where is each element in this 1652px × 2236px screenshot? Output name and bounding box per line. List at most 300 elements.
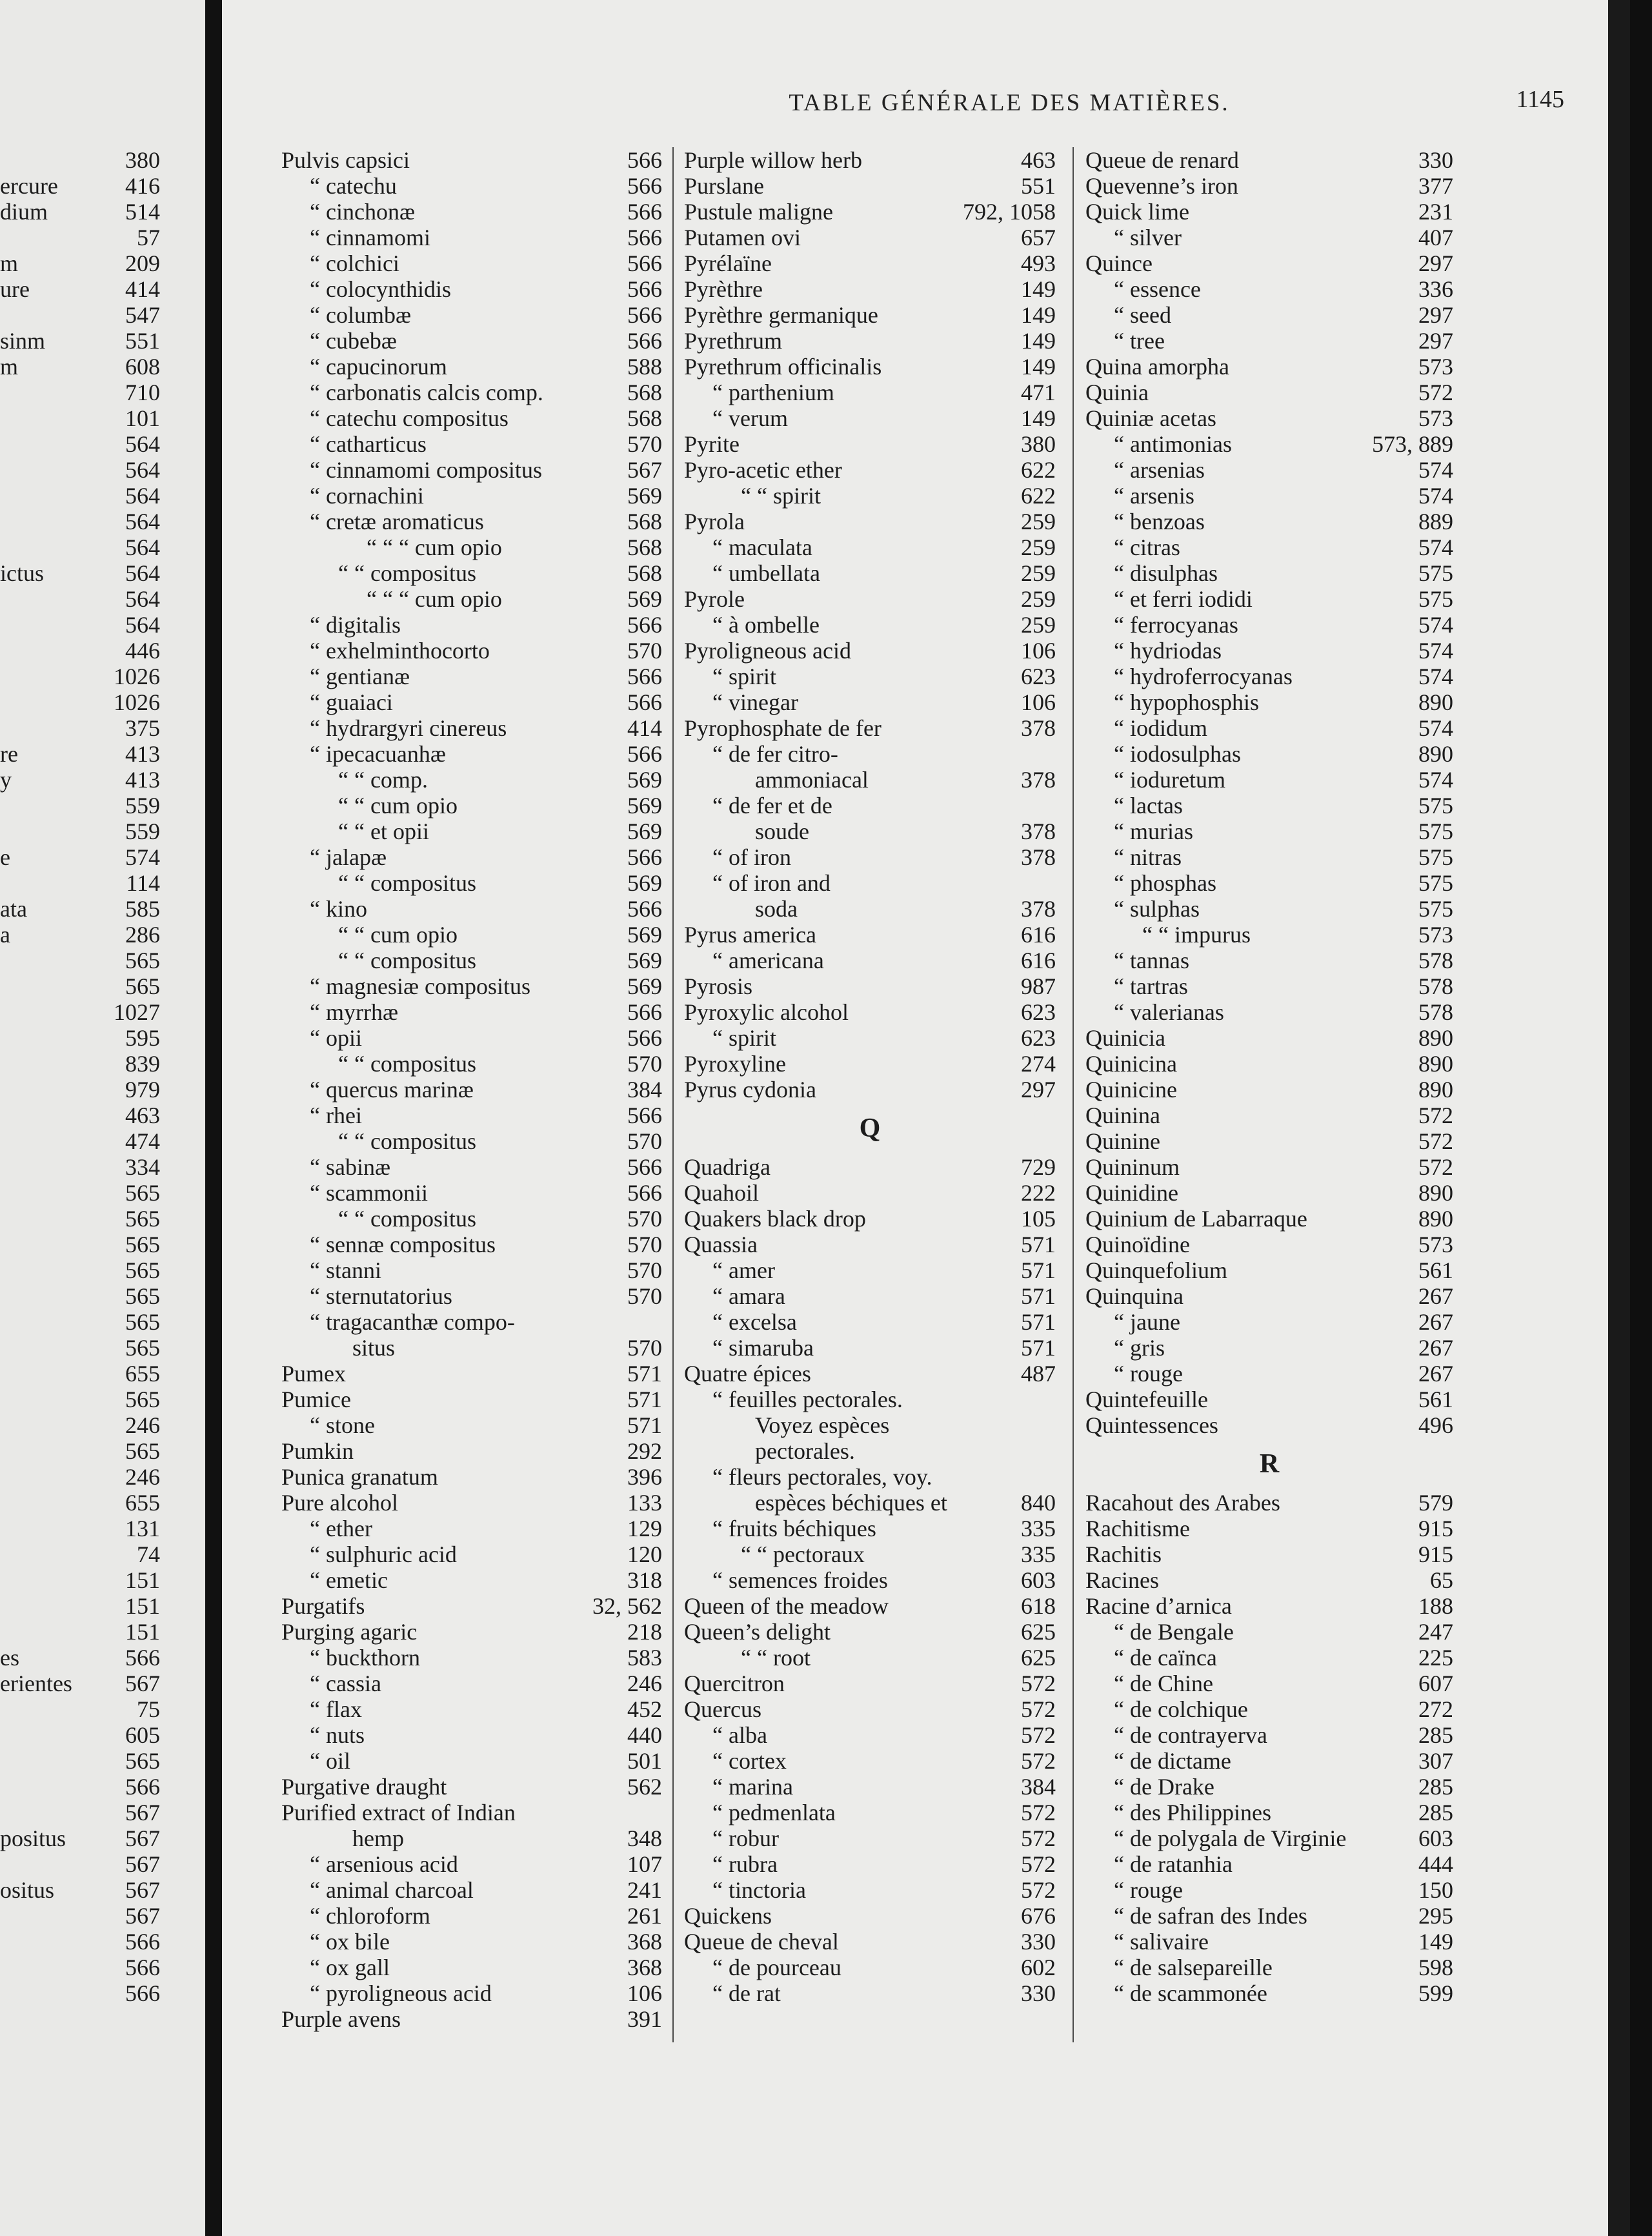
- index-entry: [684, 1929, 1056, 1955]
- left-index-row: [0, 1206, 160, 1232]
- entry-page-ref: 295: [1418, 1903, 1453, 1929]
- index-entry: [684, 844, 1056, 870]
- left-index-row: [0, 225, 160, 250]
- index-entry: [684, 1851, 1056, 1877]
- entry-term: Pyroxyline: [684, 1051, 786, 1077]
- index-entry: [281, 948, 662, 973]
- entry-page-ref: 890: [1418, 689, 1453, 715]
- entry-page-ref: 574: [1418, 664, 1453, 689]
- entry-page-ref: 129: [627, 1516, 662, 1541]
- index-entry: [1085, 973, 1453, 999]
- entry-page-ref: 571: [627, 1412, 662, 1438]
- entry-term: “ sennæ compositus: [310, 1232, 496, 1257]
- entry-page-ref: 561: [1418, 1257, 1453, 1283]
- entry-page-ref: 603: [1418, 1825, 1453, 1851]
- left-index-row: [0, 380, 160, 405]
- index-entry: [281, 612, 662, 638]
- entry-term: Pyrélaïne: [684, 250, 772, 276]
- left-entry-page: 565: [125, 1283, 160, 1309]
- index-entry: [684, 715, 1056, 741]
- index-entry: [684, 1800, 1056, 1825]
- entry-term: “ “ root: [741, 1645, 811, 1671]
- left-index-row: [0, 896, 160, 922]
- entry-term: “ de rat: [712, 1980, 781, 2006]
- entry-page-ref: 575: [1418, 560, 1453, 586]
- index-entry: [684, 1206, 1056, 1232]
- entry-page-ref: 267: [1418, 1309, 1453, 1335]
- index-entry: [1085, 1800, 1453, 1825]
- entry-term: “ stanni: [310, 1257, 381, 1283]
- left-page-fragment: [0, 0, 205, 2236]
- entry-term: Pyroxylic alcohol: [684, 999, 849, 1025]
- index-entry: [281, 1671, 662, 1696]
- left-entry-page: 565: [125, 1748, 160, 1774]
- left-index-row: [0, 870, 160, 896]
- entry-term: Pyrethrum: [684, 328, 782, 354]
- left-entry-fragment: sinm: [0, 328, 46, 354]
- entry-page-ref: 572: [1021, 1722, 1056, 1748]
- entry-term: Quinicine: [1085, 1077, 1177, 1103]
- entry-page-ref: 915: [1418, 1516, 1453, 1541]
- left-entry-page: 567: [125, 1851, 160, 1877]
- entry-term: “ “ compositus: [338, 1051, 476, 1077]
- index-entry: [281, 225, 662, 250]
- index-entry: [684, 1593, 1056, 1619]
- entry-page-ref: 566: [627, 276, 662, 302]
- entry-page-ref: 568: [627, 509, 662, 534]
- index-entry: [684, 1387, 1056, 1412]
- left-index-row: [0, 1800, 160, 1825]
- left-entry-page: 413: [125, 767, 160, 793]
- left-index-row: [0, 1593, 160, 1619]
- left-index-row: [0, 1412, 160, 1438]
- index-entry: [1085, 1103, 1453, 1128]
- index-entry: [684, 1903, 1056, 1929]
- entry-term: Quince: [1085, 250, 1153, 276]
- entry-term: Quercitron: [684, 1671, 785, 1696]
- index-entry: [1085, 1748, 1453, 1774]
- entry-page-ref: 570: [627, 1283, 662, 1309]
- entry-term: “ de Drake: [1114, 1774, 1214, 1800]
- index-entry: [281, 1593, 662, 1619]
- index-entry: [281, 1877, 662, 1903]
- entry-page-ref: 616: [1021, 948, 1056, 973]
- index-entry: [281, 973, 662, 999]
- index-entry: [1085, 999, 1453, 1025]
- entry-term: “ jalapæ: [310, 844, 387, 870]
- entry-page-ref: 569: [627, 948, 662, 973]
- entry-term: “ simaruba: [712, 1335, 814, 1361]
- entry-page-ref: 657: [1021, 225, 1056, 250]
- entry-page-ref: 566: [627, 173, 662, 199]
- entry-page-ref: 149: [1021, 354, 1056, 380]
- entry-page-ref: 573, 889: [1372, 431, 1453, 457]
- entry-term: Pyrite: [684, 431, 740, 457]
- entry-page-ref: 384: [1021, 1774, 1056, 1800]
- index-entry: [684, 457, 1056, 483]
- entry-term: Purified extract of Indian: [281, 1800, 516, 1825]
- entry-page-ref: 569: [627, 973, 662, 999]
- entry-page-ref: 890: [1418, 1180, 1453, 1206]
- index-entry: [281, 689, 662, 715]
- left-index-row: [0, 199, 160, 225]
- entry-term: “ myrrhæ: [310, 999, 398, 1025]
- entry-term: “ magnesiæ compositus: [310, 973, 530, 999]
- entry-page-ref: 570: [627, 638, 662, 664]
- entry-term: Quinquefolium: [1085, 1257, 1227, 1283]
- index-entry: [1085, 1645, 1453, 1671]
- entry-term: Pyrèthre: [684, 276, 763, 302]
- entry-page-ref: 414: [627, 715, 662, 741]
- entry-page-ref: 571: [1021, 1232, 1056, 1257]
- entry-page-ref: 566: [627, 896, 662, 922]
- index-entry: [684, 793, 1056, 818]
- entry-page-ref: 297: [1418, 328, 1453, 354]
- entry-term: “ tinctoria: [712, 1877, 806, 1903]
- entry-term: soude: [755, 818, 809, 844]
- left-entry-page: 131: [125, 1516, 160, 1541]
- left-index-row: [0, 1619, 160, 1645]
- left-entry-page: 710: [125, 380, 160, 405]
- index-entry: [1085, 638, 1453, 664]
- entry-term: Putamen ovi: [684, 225, 801, 250]
- entry-page-ref: 378: [1021, 818, 1056, 844]
- entry-page-ref: 575: [1418, 818, 1453, 844]
- entry-page-ref: 149: [1021, 328, 1056, 354]
- entry-page-ref: 566: [627, 741, 662, 767]
- left-entry-page: 114: [126, 870, 160, 896]
- entry-term: “ citras: [1114, 534, 1180, 560]
- entry-term: “ flax: [310, 1696, 362, 1722]
- index-entry: [684, 1645, 1056, 1671]
- entry-term: “ alba: [712, 1722, 767, 1748]
- index-entry: [1085, 1722, 1453, 1748]
- entry-term: Queen of the meadow: [684, 1593, 889, 1619]
- index-entry: [1085, 1412, 1453, 1438]
- index-entry: [1085, 199, 1453, 225]
- left-index-row: [0, 1387, 160, 1412]
- entry-page-ref: 396: [627, 1464, 662, 1490]
- index-entry: [1085, 1387, 1453, 1412]
- entry-page-ref: 840: [1021, 1490, 1056, 1516]
- entry-term: “ parthenium: [712, 380, 834, 405]
- entry-page-ref: 574: [1418, 767, 1453, 793]
- left-entry-page: 566: [125, 1645, 160, 1671]
- entry-page-ref: 569: [627, 483, 662, 509]
- entry-page-ref: 623: [1021, 664, 1056, 689]
- section-letter: Q: [859, 1113, 881, 1143]
- index-entry: [684, 276, 1056, 302]
- entry-page-ref: 571: [627, 1387, 662, 1412]
- entry-term: “ ox gall: [310, 1955, 390, 1980]
- entry-page-ref: 568: [627, 534, 662, 560]
- index-entry: [1085, 1619, 1453, 1645]
- index-entry: [1085, 1516, 1453, 1541]
- entry-page-ref: 570: [627, 1051, 662, 1077]
- left-entry-fragment: e: [0, 844, 10, 870]
- index-entry: [1085, 302, 1453, 328]
- entry-page-ref: 247: [1418, 1619, 1453, 1645]
- index-entry: [1085, 483, 1453, 509]
- entry-page-ref: 616: [1021, 922, 1056, 948]
- entry-page-ref: 571: [1021, 1283, 1056, 1309]
- index-entry: [1085, 767, 1453, 793]
- entry-page-ref: 471: [1021, 380, 1056, 405]
- entry-term: hemp: [352, 1825, 404, 1851]
- entry-page-ref: 274: [1021, 1051, 1056, 1077]
- entry-term: “ tannas: [1114, 948, 1189, 973]
- entry-term: “ “ compositus: [338, 948, 476, 973]
- entry-term: Quakers black drop: [684, 1206, 866, 1232]
- index-entry: [281, 1800, 662, 1825]
- left-entry-page: 564: [125, 431, 160, 457]
- entry-term: Pumkin: [281, 1438, 354, 1464]
- entry-page-ref: 569: [627, 767, 662, 793]
- entry-term: “ murias: [1114, 818, 1193, 844]
- index-entry: [684, 1464, 1056, 1490]
- entry-term: “ catechu: [310, 173, 397, 199]
- entry-term: “ salivaire: [1114, 1929, 1209, 1955]
- entry-page-ref: 574: [1418, 612, 1453, 638]
- left-index-row: [0, 405, 160, 431]
- entry-page-ref: 889: [1418, 509, 1453, 534]
- index-entry: [1085, 1774, 1453, 1800]
- entry-term: “ pedmenlata: [712, 1800, 836, 1825]
- index-entry: [281, 1361, 662, 1387]
- index-entry: [684, 405, 1056, 431]
- entry-term: “ arsenious acid: [310, 1851, 458, 1877]
- entry-term: “ “ “ cum opio: [367, 534, 502, 560]
- entry-page-ref: 566: [627, 250, 662, 276]
- index-entry: [684, 1438, 1056, 1464]
- index-entry: [1085, 1335, 1453, 1361]
- left-index-row: [0, 1645, 160, 1671]
- left-entry-page: 585: [125, 896, 160, 922]
- left-entry-page: 565: [125, 1206, 160, 1232]
- entry-term: Pulvis capsici: [281, 147, 410, 173]
- index-entry: [684, 741, 1056, 767]
- index-entry: [281, 638, 662, 664]
- entry-term: “ de ratanhia: [1114, 1851, 1233, 1877]
- index-entry: [281, 457, 662, 483]
- index-entry: [281, 1309, 662, 1335]
- left-index-row: [0, 483, 160, 509]
- index-entry: [1085, 1593, 1453, 1619]
- entry-term: “ des Philippines: [1114, 1800, 1271, 1825]
- entry-term: “ maculata: [712, 534, 812, 560]
- entry-term: “ verum: [712, 405, 788, 431]
- entry-page-ref: 32, 562: [592, 1593, 662, 1619]
- entry-term: “ rouge: [1114, 1361, 1183, 1387]
- left-entry-fragment: positus: [0, 1825, 66, 1851]
- entry-term: “ arsenias: [1114, 457, 1205, 483]
- index-entry: [684, 1516, 1056, 1541]
- entry-page-ref: 890: [1418, 741, 1453, 767]
- index-entry: [1085, 715, 1453, 741]
- left-entry-page: 565: [125, 1232, 160, 1257]
- entry-term: “ “ compositus: [338, 870, 476, 896]
- entry-term: “ americana: [712, 948, 824, 973]
- index-entry: [281, 1025, 662, 1051]
- column-divider: [672, 147, 674, 2042]
- entry-page-ref: 575: [1418, 586, 1453, 612]
- entry-page-ref: 336: [1418, 276, 1453, 302]
- index-entry: [281, 715, 662, 741]
- entry-page-ref: 378: [1021, 767, 1056, 793]
- left-entry-page: 551: [125, 328, 160, 354]
- entry-term: Racines: [1085, 1567, 1159, 1593]
- entry-page-ref: 566: [627, 664, 662, 689]
- index-entry: [684, 534, 1056, 560]
- entry-page-ref: 259: [1021, 612, 1056, 638]
- entry-term: “ tartras: [1114, 973, 1188, 999]
- entry-term: “ silver: [1114, 225, 1182, 250]
- entry-page-ref: 567: [627, 457, 662, 483]
- entry-term: Quinidine: [1085, 1180, 1178, 1206]
- entry-term: Quinia: [1085, 380, 1149, 405]
- entry-term: “ phosphas: [1114, 870, 1216, 896]
- index-entry: [281, 509, 662, 534]
- entry-page-ref: 578: [1418, 948, 1453, 973]
- left-entry-page: 655: [125, 1490, 160, 1516]
- entry-page-ref: 569: [627, 922, 662, 948]
- index-entry: [1085, 612, 1453, 638]
- left-entry-fragment: re: [0, 741, 18, 767]
- entry-term: “ hydrargyri cinereus: [310, 715, 507, 741]
- entry-page-ref: 566: [627, 1154, 662, 1180]
- entry-page-ref: 241: [627, 1877, 662, 1903]
- entry-page-ref: 570: [627, 1232, 662, 1257]
- left-entry-page: 567: [125, 1800, 160, 1825]
- entry-page-ref: 568: [627, 405, 662, 431]
- entry-term: “ cinchonæ: [310, 199, 415, 225]
- entry-term: Quiniæ acetas: [1085, 405, 1216, 431]
- left-entry-page: 565: [125, 1257, 160, 1283]
- entry-term: Quevenne’s iron: [1085, 173, 1238, 199]
- entry-term: “ “ “ cum opio: [367, 586, 502, 612]
- entry-term: “ “ spirit: [741, 483, 821, 509]
- index-entry: [684, 1877, 1056, 1903]
- entry-term: Purple avens: [281, 2006, 401, 2032]
- left-entry-page: 1026: [114, 689, 160, 715]
- entry-page-ref: 569: [627, 793, 662, 818]
- entry-term: “ fleurs pectorales, voy.: [712, 1464, 932, 1490]
- entry-term: soda: [755, 896, 798, 922]
- entry-term: “ lactas: [1114, 793, 1183, 818]
- left-index-row: [0, 999, 160, 1025]
- left-index-row: [0, 302, 160, 328]
- index-entry: [684, 818, 1056, 844]
- left-entry-fragment: ercure: [0, 173, 58, 199]
- entry-page-ref: 572: [1021, 1800, 1056, 1825]
- entry-term: “ de polygala de Virginie: [1114, 1825, 1347, 1851]
- entry-page-ref: 987: [1021, 973, 1056, 999]
- entry-page-ref: 105: [1021, 1206, 1056, 1232]
- left-entry-page: 414: [125, 276, 160, 302]
- entry-page-ref: 149: [1418, 1929, 1453, 1955]
- entry-term: Quina amorpha: [1085, 354, 1229, 380]
- entry-term: “ spirit: [712, 1025, 776, 1051]
- left-index-row: [0, 354, 160, 380]
- entry-page-ref: 566: [627, 1180, 662, 1206]
- left-index-row: [0, 1103, 160, 1128]
- index-entry: [281, 405, 662, 431]
- entry-page-ref: 571: [1021, 1335, 1056, 1361]
- entry-term: “ colocynthidis: [310, 276, 451, 302]
- entry-term: “ de dictame: [1114, 1748, 1231, 1774]
- left-index-row: [0, 715, 160, 741]
- left-index-row: [0, 1903, 160, 1929]
- left-index-row: [0, 276, 160, 302]
- left-entry-page: 565: [125, 1335, 160, 1361]
- entry-term: “ de colchique: [1114, 1696, 1248, 1722]
- left-entry-page: 566: [125, 1980, 160, 2006]
- entry-page-ref: 368: [627, 1955, 662, 1980]
- page-title: TABLE GÉNÉRALE DES MATIÈRES.: [789, 90, 1230, 116]
- index-entry: [684, 1825, 1056, 1851]
- index-entry: [1085, 1671, 1453, 1696]
- left-entry-page: 413: [125, 741, 160, 767]
- index-entry: [1085, 1309, 1453, 1335]
- index-entry: [281, 1257, 662, 1283]
- left-entry-page: 564: [125, 560, 160, 586]
- left-index-row: [0, 948, 160, 973]
- index-entry: [1085, 380, 1453, 405]
- index-entry: [684, 1232, 1056, 1257]
- index-entry: [1085, 586, 1453, 612]
- index-entry: [1085, 1128, 1453, 1154]
- left-index-row: [0, 1748, 160, 1774]
- index-entry: [1085, 793, 1453, 818]
- left-entry-page: 564: [125, 612, 160, 638]
- entry-page-ref: 622: [1021, 457, 1056, 483]
- left-index-row: [0, 922, 160, 948]
- left-index-row: [0, 1180, 160, 1206]
- left-entry-page: 547: [125, 302, 160, 328]
- left-entry-page: 246: [125, 1464, 160, 1490]
- left-index-row: [0, 664, 160, 689]
- entry-term: “ pyroligneous acid: [310, 1980, 492, 2006]
- entry-page-ref: 292: [627, 1438, 662, 1464]
- entry-page-ref: 501: [627, 1748, 662, 1774]
- entry-term: Quinicia: [1085, 1025, 1165, 1051]
- entry-term: Pyrethrum officinalis: [684, 354, 882, 380]
- entry-term: Purgative draught: [281, 1774, 447, 1800]
- index-entry: [281, 1774, 662, 1800]
- entry-term: “ hydroferrocyanas: [1114, 664, 1293, 689]
- left-index-row: [0, 1671, 160, 1696]
- left-index-row: [0, 1077, 160, 1103]
- entry-term: Pumice: [281, 1387, 351, 1412]
- left-index-row: [0, 1025, 160, 1051]
- entry-page-ref: 569: [627, 586, 662, 612]
- entry-term: situs: [352, 1335, 396, 1361]
- entry-page-ref: 440: [627, 1722, 662, 1748]
- entry-term: “ arsenis: [1114, 483, 1194, 509]
- entry-page-ref: 106: [627, 1980, 662, 2006]
- index-entry: [684, 1567, 1056, 1593]
- left-entry-page: 564: [125, 586, 160, 612]
- entry-term: Quercus: [684, 1696, 761, 1722]
- entry-term: Pyrus cydonia: [684, 1077, 816, 1103]
- index-entry: [1085, 354, 1453, 380]
- index-entry: [1085, 1283, 1453, 1309]
- entry-term: “ de Chine: [1114, 1671, 1213, 1696]
- entry-page-ref: 566: [627, 1103, 662, 1128]
- entry-page-ref: 573: [1418, 1232, 1453, 1257]
- index-entry: [1085, 844, 1453, 870]
- entry-term: “ guaiaci: [310, 689, 393, 715]
